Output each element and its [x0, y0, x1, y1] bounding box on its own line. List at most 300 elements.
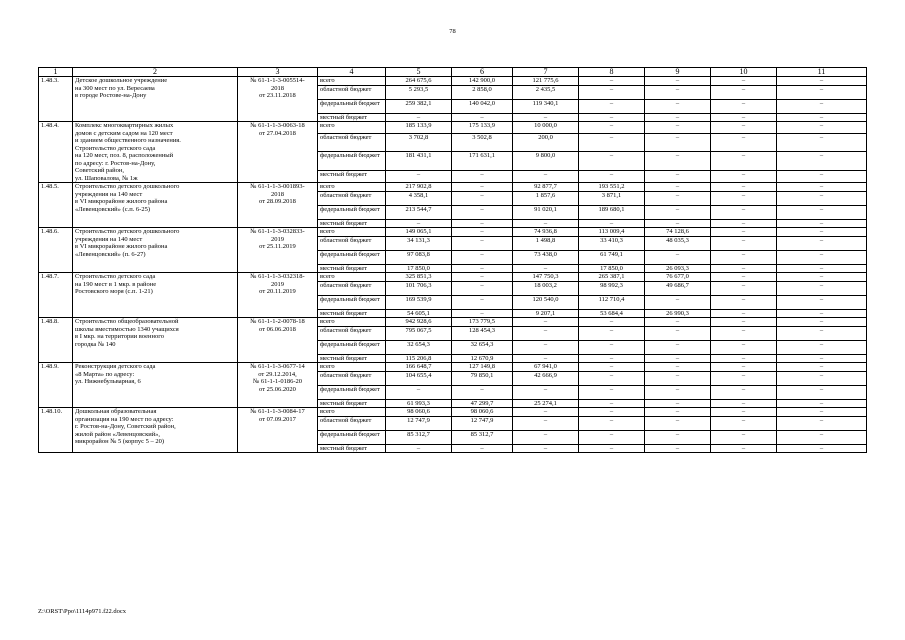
row-id: 1.48.3.: [39, 77, 73, 122]
amount-cell: –: [452, 250, 513, 264]
amount-cell: –: [645, 85, 711, 99]
amount-cell: –: [645, 326, 711, 340]
funding-source: местный бюджет: [318, 399, 386, 408]
amount-cell: –: [579, 171, 645, 183]
amount-cell: 34 131,3: [386, 236, 452, 250]
amount-cell: –: [645, 416, 711, 430]
amount-cell: 175 133,9: [452, 122, 513, 134]
amount-cell: –: [513, 430, 579, 444]
amount-cell: 74 128,6: [645, 228, 711, 237]
funding-source: федеральный бюджет: [318, 430, 386, 444]
amount-cell: 217 902,8: [386, 183, 452, 192]
amount-cell: –: [386, 385, 452, 399]
amount-cell: 942 928,6: [386, 318, 452, 327]
amount-cell: –: [645, 363, 711, 372]
column-number: 8: [579, 68, 645, 77]
amount-cell: –: [513, 354, 579, 363]
amount-cell: 85 312,7: [386, 430, 452, 444]
funding-source: местный бюджет: [318, 444, 386, 453]
amount-cell: –: [513, 326, 579, 340]
amount-cell: –: [579, 152, 645, 171]
amount-cell: –: [645, 444, 711, 453]
amount-cell: 12 670,9: [452, 354, 513, 363]
amount-cell: –: [645, 205, 711, 219]
amount-cell: 9 207,1: [513, 309, 579, 318]
amount-cell: –: [579, 219, 645, 228]
amount-cell: –: [777, 85, 867, 99]
funding-source: федеральный бюджет: [318, 250, 386, 264]
amount-cell: –: [452, 183, 513, 192]
funding-source: всего: [318, 122, 386, 134]
expertise-document: № 61-1-1-3-0677-14 от 29.12.2014, № 61-1-1-0186-20 от 25.06.2020: [238, 363, 318, 408]
amount-cell: –: [645, 399, 711, 408]
amount-cell: 4 358,1: [386, 191, 452, 205]
amount-cell: –: [711, 171, 777, 183]
object-name: Строительство общеобразовательной школы вместимостью 1340 учащихся в I мкр. на территории военного городка № 140: [73, 318, 238, 363]
amount-cell: –: [645, 77, 711, 86]
amount-cell: 119 340,1: [513, 99, 579, 113]
amount-cell: –: [645, 171, 711, 183]
amount-cell: –: [711, 219, 777, 228]
amount-cell: 147 750,3: [513, 273, 579, 282]
amount-cell: 17 850,0: [579, 264, 645, 273]
column-number: 10: [711, 68, 777, 77]
amount-cell: –: [579, 354, 645, 363]
amount-cell: 5 293,5: [386, 85, 452, 99]
amount-cell: 73 438,0: [513, 250, 579, 264]
amount-cell: –: [645, 430, 711, 444]
column-number: 6: [452, 68, 513, 77]
amount-cell: 3 702,8: [386, 133, 452, 152]
amount-cell: –: [452, 171, 513, 183]
funding-source: областной бюджет: [318, 416, 386, 430]
amount-cell: –: [711, 77, 777, 86]
amount-cell: –: [777, 99, 867, 113]
amount-cell: –: [777, 281, 867, 295]
amount-cell: –: [711, 444, 777, 453]
amount-cell: 76 677,0: [645, 273, 711, 282]
table-row: [39, 273, 867, 282]
amount-cell: –: [579, 326, 645, 340]
amount-cell: 169 539,9: [386, 295, 452, 309]
table-row: [39, 183, 867, 192]
amount-cell: 142 900,0: [452, 77, 513, 86]
amount-cell: –: [777, 77, 867, 86]
amount-cell: –: [645, 354, 711, 363]
amount-cell: 12 747,9: [386, 416, 452, 430]
amount-cell: 193 551,2: [579, 183, 645, 192]
amount-cell: –: [579, 444, 645, 453]
amount-cell: –: [579, 408, 645, 417]
funding-source: местный бюджет: [318, 309, 386, 318]
amount-cell: 200,0: [513, 133, 579, 152]
amount-cell: –: [386, 113, 452, 122]
expertise-document: № 61-1-1-2-0078-18 от 06.06.2018: [238, 318, 318, 363]
amount-cell: 3 502,8: [452, 133, 513, 152]
amount-cell: –: [645, 183, 711, 192]
amount-cell: –: [777, 191, 867, 205]
table-row: [39, 318, 867, 327]
amount-cell: –: [645, 113, 711, 122]
amount-cell: 74 936,8: [513, 228, 579, 237]
amount-cell: –: [711, 340, 777, 354]
amount-cell: 9 800,0: [513, 152, 579, 171]
amount-cell: 149 065,1: [386, 228, 452, 237]
amount-cell: –: [711, 371, 777, 385]
funding-source: федеральный бюджет: [318, 152, 386, 171]
amount-cell: 171 631,1: [452, 152, 513, 171]
amount-cell: –: [711, 430, 777, 444]
column-number-row: [39, 68, 867, 77]
funding-source: федеральный бюджет: [318, 385, 386, 399]
amount-cell: 259 382,1: [386, 99, 452, 113]
amount-cell: –: [711, 273, 777, 282]
amount-cell: –: [452, 385, 513, 399]
amount-cell: –: [645, 371, 711, 385]
row-id: 1.48.4.: [39, 122, 73, 183]
amount-cell: 97 083,8: [386, 250, 452, 264]
amount-cell: 185 133,9: [386, 122, 452, 134]
page-number: 78: [449, 28, 456, 35]
funding-source: всего: [318, 408, 386, 417]
amount-cell: –: [777, 385, 867, 399]
row-id: 1.48.9.: [39, 363, 73, 408]
amount-cell: 18 003,2: [513, 281, 579, 295]
table-row: [39, 228, 867, 237]
amount-cell: 79 850,1: [452, 371, 513, 385]
object-name: Строительство детского дошкольного учреждения на 140 мест в VI микрорайоне жилого района «Левенцовский» (с.п. 6-25): [73, 183, 238, 228]
funding-source: всего: [318, 77, 386, 86]
amount-cell: –: [777, 408, 867, 417]
amount-cell: –: [645, 385, 711, 399]
amount-cell: –: [452, 309, 513, 318]
amount-cell: –: [777, 122, 867, 134]
expertise-document: № 61-1-1-3-0084-17 от 07.09.2017: [238, 408, 318, 453]
amount-cell: 17 850,0: [386, 264, 452, 273]
object-name: Строительство детского сада на 190 мест в 1 мкр. в районе Ростовского моря (с.п. 1-21): [73, 273, 238, 318]
amount-cell: –: [579, 77, 645, 86]
amount-cell: –: [777, 183, 867, 192]
funding-source: областной бюджет: [318, 85, 386, 99]
amount-cell: –: [777, 264, 867, 273]
amount-cell: –: [711, 385, 777, 399]
amount-cell: 92 877,7: [513, 183, 579, 192]
funding-source: областной бюджет: [318, 281, 386, 295]
amount-cell: 85 312,7: [452, 430, 513, 444]
amount-cell: –: [513, 264, 579, 273]
amount-cell: –: [777, 309, 867, 318]
expertise-document: № 61-1-1-3-001893- 2018 от 28.09.2018: [238, 183, 318, 228]
amount-cell: –: [452, 205, 513, 219]
funding-source: всего: [318, 363, 386, 372]
amount-cell: –: [645, 122, 711, 134]
amount-cell: –: [711, 85, 777, 99]
amount-cell: –: [513, 408, 579, 417]
amount-cell: 25 274,1: [513, 399, 579, 408]
amount-cell: 26 990,3: [645, 309, 711, 318]
row-id: 1.48.6.: [39, 228, 73, 273]
amount-cell: 115 206,8: [386, 354, 452, 363]
amount-cell: 213 544,7: [386, 205, 452, 219]
amount-cell: –: [513, 444, 579, 453]
amount-cell: –: [452, 191, 513, 205]
row-id: 1.48.5.: [39, 183, 73, 228]
amount-cell: –: [452, 228, 513, 237]
amount-cell: –: [711, 113, 777, 122]
amount-cell: 104 655,4: [386, 371, 452, 385]
amount-cell: 113 009,4: [579, 228, 645, 237]
amount-cell: –: [645, 340, 711, 354]
amount-cell: –: [711, 183, 777, 192]
amount-cell: 42 666,9: [513, 371, 579, 385]
column-number: 5: [386, 68, 452, 77]
budget-table: [38, 67, 867, 453]
amount-cell: 98 060,6: [386, 408, 452, 417]
column-number: 11: [777, 68, 867, 77]
funding-source: всего: [318, 183, 386, 192]
amount-cell: 10 000,0: [513, 122, 579, 134]
amount-cell: –: [777, 113, 867, 122]
amount-cell: 91 020,1: [513, 205, 579, 219]
amount-cell: –: [579, 340, 645, 354]
amount-cell: –: [711, 152, 777, 171]
amount-cell: 120 540,0: [513, 295, 579, 309]
amount-cell: –: [711, 236, 777, 250]
amount-cell: 67 941,0: [513, 363, 579, 372]
funding-source: федеральный бюджет: [318, 99, 386, 113]
amount-cell: –: [777, 416, 867, 430]
amount-cell: –: [645, 250, 711, 264]
row-id: 1.48.10.: [39, 408, 73, 453]
amount-cell: –: [777, 399, 867, 408]
amount-cell: 32 654,3: [386, 340, 452, 354]
amount-cell: –: [777, 371, 867, 385]
column-number: 7: [513, 68, 579, 77]
row-id: 1.48.7.: [39, 273, 73, 318]
amount-cell: –: [645, 219, 711, 228]
amount-cell: –: [579, 399, 645, 408]
amount-cell: 2 858,0: [452, 85, 513, 99]
amount-cell: –: [579, 113, 645, 122]
amount-cell: –: [513, 385, 579, 399]
amount-cell: –: [579, 363, 645, 372]
funding-source: федеральный бюджет: [318, 205, 386, 219]
amount-cell: –: [711, 228, 777, 237]
amount-cell: 61 993,3: [386, 399, 452, 408]
amount-cell: –: [452, 295, 513, 309]
amount-cell: –: [711, 416, 777, 430]
amount-cell: 112 710,4: [579, 295, 645, 309]
amount-cell: –: [452, 444, 513, 453]
funding-source: местный бюджет: [318, 264, 386, 273]
amount-cell: –: [777, 363, 867, 372]
amount-cell: –: [645, 133, 711, 152]
amount-cell: –: [579, 430, 645, 444]
amount-cell: –: [711, 354, 777, 363]
funding-source: федеральный бюджет: [318, 295, 386, 309]
amount-cell: –: [777, 273, 867, 282]
amount-cell: 121 775,6: [513, 77, 579, 86]
amount-cell: –: [711, 326, 777, 340]
amount-cell: –: [777, 444, 867, 453]
amount-cell: –: [777, 205, 867, 219]
amount-cell: –: [452, 113, 513, 122]
amount-cell: –: [513, 113, 579, 122]
amount-cell: 265 387,1: [579, 273, 645, 282]
amount-cell: –: [711, 318, 777, 327]
amount-cell: 3 871,1: [579, 191, 645, 205]
amount-cell: 325 851,3: [386, 273, 452, 282]
amount-cell: 173 779,5: [452, 318, 513, 327]
amount-cell: 140 042,0: [452, 99, 513, 113]
table-body: [39, 77, 867, 453]
amount-cell: –: [711, 191, 777, 205]
amount-cell: –: [777, 326, 867, 340]
amount-cell: –: [452, 281, 513, 295]
amount-cell: 181 431,1: [386, 152, 452, 171]
amount-cell: –: [579, 99, 645, 113]
amount-cell: –: [386, 219, 452, 228]
funding-source: областной бюджет: [318, 236, 386, 250]
file-path-footer: Z:\ORST\Ppo\1114p971.f22.docx: [38, 608, 126, 615]
table-row: [39, 77, 867, 86]
expertise-document: № 61-1-1-3-0063-18 от 27.04.2018: [238, 122, 318, 183]
amount-cell: –: [777, 340, 867, 354]
funding-source: областной бюджет: [318, 371, 386, 385]
expertise-document: № 61-1-1-3-005514- 2018 от 23.11.2018: [238, 77, 318, 122]
funding-source: областной бюджет: [318, 326, 386, 340]
table-row: [39, 408, 867, 417]
amount-cell: –: [386, 171, 452, 183]
amount-cell: –: [452, 273, 513, 282]
table-row: [39, 122, 867, 134]
funding-source: местный бюджет: [318, 113, 386, 122]
amount-cell: 61 749,1: [579, 250, 645, 264]
column-number: 9: [645, 68, 711, 77]
amount-cell: –: [777, 152, 867, 171]
row-id: 1.48.8.: [39, 318, 73, 363]
column-number: 4: [318, 68, 386, 77]
amount-cell: 32 654,3: [452, 340, 513, 354]
amount-cell: 127 149,8: [452, 363, 513, 372]
funding-source: всего: [318, 318, 386, 327]
amount-cell: –: [645, 152, 711, 171]
amount-cell: –: [711, 205, 777, 219]
amount-cell: –: [579, 122, 645, 134]
funding-source: областной бюджет: [318, 191, 386, 205]
amount-cell: –: [711, 309, 777, 318]
amount-cell: –: [777, 236, 867, 250]
amount-cell: –: [452, 264, 513, 273]
funding-source: областной бюджет: [318, 133, 386, 152]
amount-cell: –: [579, 385, 645, 399]
amount-cell: 49 686,7: [645, 281, 711, 295]
amount-cell: –: [513, 171, 579, 183]
amount-cell: –: [645, 295, 711, 309]
amount-cell: 48 035,3: [645, 236, 711, 250]
amount-cell: –: [645, 318, 711, 327]
amount-cell: –: [579, 133, 645, 152]
amount-cell: –: [579, 318, 645, 327]
amount-cell: –: [452, 236, 513, 250]
amount-cell: 1 857,6: [513, 191, 579, 205]
amount-cell: –: [777, 133, 867, 152]
amount-cell: 795 067,5: [386, 326, 452, 340]
amount-cell: –: [777, 295, 867, 309]
amount-cell: –: [777, 219, 867, 228]
funding-source: местный бюджет: [318, 354, 386, 363]
amount-cell: –: [711, 122, 777, 134]
amount-cell: –: [452, 219, 513, 228]
amount-cell: 33 410,3: [579, 236, 645, 250]
amount-cell: 47 299,7: [452, 399, 513, 408]
amount-cell: –: [777, 250, 867, 264]
amount-cell: 264 675,6: [386, 77, 452, 86]
column-number: 1: [39, 68, 73, 77]
funding-source: федеральный бюджет: [318, 340, 386, 354]
amount-cell: –: [645, 191, 711, 205]
object-name: Строительство детского дошкольного учреждения на 140 мест в VI микрорайоне жилого района «Левенцовский» (п. 6-27): [73, 228, 238, 273]
amount-cell: –: [711, 363, 777, 372]
amount-cell: 166 648,7: [386, 363, 452, 372]
amount-cell: 101 706,3: [386, 281, 452, 295]
funding-source: местный бюджет: [318, 219, 386, 228]
funding-source: всего: [318, 273, 386, 282]
amount-cell: 53 684,4: [579, 309, 645, 318]
amount-cell: –: [711, 399, 777, 408]
amount-cell: –: [579, 85, 645, 99]
amount-cell: –: [579, 371, 645, 385]
amount-cell: –: [711, 408, 777, 417]
expertise-document: № 61-1-1-3-032318- 2019 от 20.11.2019: [238, 273, 318, 318]
amount-cell: –: [711, 295, 777, 309]
amount-cell: –: [777, 430, 867, 444]
amount-cell: –: [711, 281, 777, 295]
funding-source: всего: [318, 228, 386, 237]
amount-cell: 98 060,6: [452, 408, 513, 417]
amount-cell: –: [777, 228, 867, 237]
amount-cell: 128 454,3: [452, 326, 513, 340]
funding-source: местный бюджет: [318, 171, 386, 183]
amount-cell: –: [777, 171, 867, 183]
amount-cell: –: [513, 340, 579, 354]
amount-cell: –: [645, 99, 711, 113]
amount-cell: –: [777, 318, 867, 327]
amount-cell: 2 435,5: [513, 85, 579, 99]
amount-cell: –: [711, 99, 777, 113]
amount-cell: –: [513, 318, 579, 327]
object-name: Детское дошкольное учреждение на 300 мест по ул. Вересаева в городе Ростове-на-Дону: [73, 77, 238, 122]
object-name: Комплекс многоквартирных жилых домов с детским садом на 120 мест и зданием общественного назначения. Строительство детского сада на 120 мест, поз. 8, расположенный по адресу: г. Ростов-на-Дону, Советский район, ул. Шаповалова, № 1ж: [73, 122, 238, 183]
column-number: 3: [238, 68, 318, 77]
object-name: Дошкольная образовательная организация на 190 мест по адресу: г. Ростов-на-Дону, Советский район, жилой район «Левенцовский», микрорайон № 5 (корпус 5 – 20): [73, 408, 238, 453]
table-row: [39, 363, 867, 372]
amount-cell: 98 992,3: [579, 281, 645, 295]
column-number: 2: [73, 68, 238, 77]
amount-cell: 26 093,3: [645, 264, 711, 273]
amount-cell: –: [513, 416, 579, 430]
amount-cell: –: [711, 264, 777, 273]
object-name: Реконструкция детского сада «8 Марта» по адресу: ул. Нижнебульварная, 6: [73, 363, 238, 408]
amount-cell: 12 747,9: [452, 416, 513, 430]
amount-cell: –: [645, 408, 711, 417]
amount-cell: –: [513, 219, 579, 228]
amount-cell: –: [579, 416, 645, 430]
amount-cell: –: [386, 444, 452, 453]
amount-cell: 54 605,1: [386, 309, 452, 318]
amount-cell: –: [711, 250, 777, 264]
amount-cell: –: [777, 354, 867, 363]
